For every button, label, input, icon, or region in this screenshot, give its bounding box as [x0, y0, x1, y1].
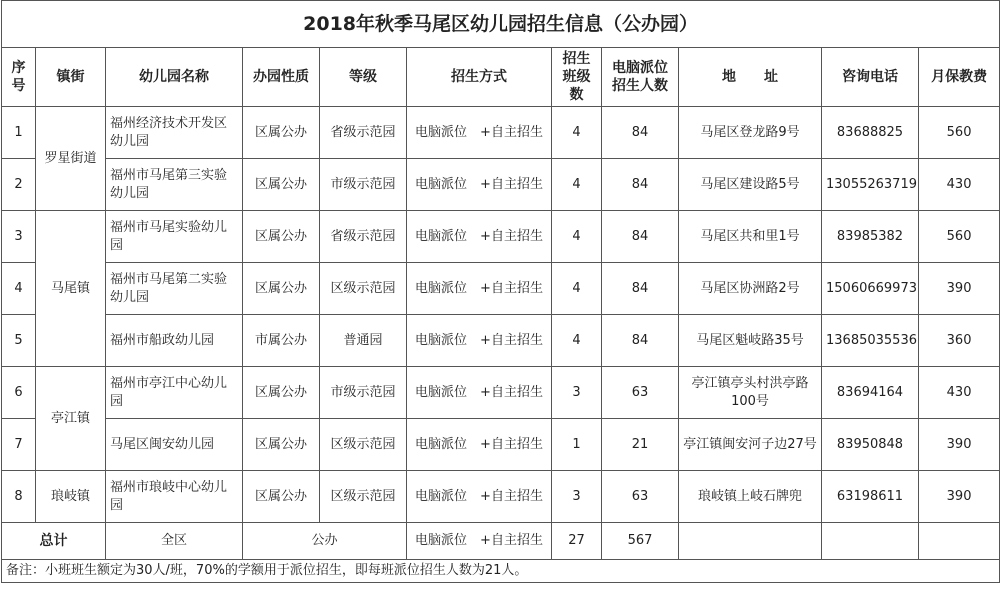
header-phone: 咨询电话: [822, 48, 919, 107]
total-area: 全区: [106, 523, 243, 560]
cell-seq: 5: [2, 315, 36, 367]
cell-level: 省级示范园: [320, 107, 407, 159]
cell-town: 琅岐镇: [36, 471, 106, 523]
cell-assigned: 63: [602, 471, 679, 523]
cell-phone: 15060669973: [822, 263, 919, 315]
cell-name: 福州市马尾第二实验幼儿园: [106, 263, 243, 315]
cell-seq: 1: [2, 107, 36, 159]
cell-address: 马尾区共和里1号: [679, 211, 822, 263]
cell-fee: 430: [919, 367, 1000, 419]
total-empty-fee: [919, 523, 1000, 560]
header-classes: 招生班级数: [552, 48, 602, 107]
cell-name: 福州市马尾实验幼儿园: [106, 211, 243, 263]
header-fee: 月保教费: [919, 48, 1000, 107]
header-nature: 办园性质: [243, 48, 320, 107]
cell-town: 马尾镇: [36, 211, 106, 367]
header-row: [2, 48, 1000, 107]
cell-nature: 市属公办: [243, 315, 320, 367]
table-title: 2018年秋季马尾区幼儿园招生信息（公办园）: [2, 1, 1000, 48]
cell-level: 普通园: [320, 315, 407, 367]
cell-town: 罗星街道: [36, 107, 106, 211]
cell-fee: 390: [919, 419, 1000, 471]
cell-phone: 83950848: [822, 419, 919, 471]
cell-classes: 4: [552, 315, 602, 367]
cell-address: 亭江镇闽安河子边27号: [679, 419, 822, 471]
cell-address: 马尾区登龙路9号: [679, 107, 822, 159]
cell-fee: 390: [919, 471, 1000, 523]
cell-level: 区级示范园: [320, 471, 407, 523]
header-method: 招生方式: [407, 48, 552, 107]
cell-classes: 4: [552, 263, 602, 315]
total-row: [2, 523, 1000, 560]
cell-address: 亭江镇亭头村洪亭路100号: [679, 367, 822, 419]
cell-level: 市级示范园: [320, 367, 407, 419]
cell-name: 福州市马尾第三实验幼儿园: [106, 159, 243, 211]
cell-method: 电脑派位 +自主招生: [407, 471, 552, 523]
cell-method: 电脑派位 +自主招生: [407, 107, 552, 159]
cell-name: 马尾区闽安幼儿园: [106, 419, 243, 471]
cell-fee: 560: [919, 107, 1000, 159]
cell-name: 福州市船政幼儿园: [106, 315, 243, 367]
cell-phone: 13055263719: [822, 159, 919, 211]
cell-classes: 3: [552, 471, 602, 523]
cell-method: 电脑派位 +自主招生: [407, 419, 552, 471]
cell-fee: 560: [919, 211, 1000, 263]
cell-seq: 7: [2, 419, 36, 471]
cell-nature: 区属公办: [243, 159, 320, 211]
cell-classes: 4: [552, 211, 602, 263]
total-empty-phone: [822, 523, 919, 560]
cell-town: 亭江镇: [36, 367, 106, 471]
cell-seq: 6: [2, 367, 36, 419]
cell-classes: 4: [552, 107, 602, 159]
cell-nature: 区属公办: [243, 419, 320, 471]
cell-phone: 83694164: [822, 367, 919, 419]
cell-level: 市级示范园: [320, 159, 407, 211]
cell-nature: 区属公办: [243, 107, 320, 159]
cell-seq: 3: [2, 211, 36, 263]
cell-level: 省级示范园: [320, 211, 407, 263]
table-row: [2, 107, 1000, 159]
cell-assigned: 84: [602, 211, 679, 263]
cell-seq: 4: [2, 263, 36, 315]
cell-phone: 83985382: [822, 211, 919, 263]
cell-address: 马尾区协洲路2号: [679, 263, 822, 315]
footnote: 备注：小班班生额定为30人/班，70%的学额用于派位招生，即每班派位招生人数为21人。: [2, 560, 1000, 583]
header-town: 镇街: [36, 48, 106, 107]
cell-assigned: 84: [602, 315, 679, 367]
cell-level: 区级示范园: [320, 419, 407, 471]
total-nature: 公办: [243, 523, 407, 560]
note-row: [2, 560, 1000, 583]
table-row: [2, 367, 1000, 419]
cell-classes: 1: [552, 419, 602, 471]
cell-fee: 430: [919, 159, 1000, 211]
total-empty-address: [679, 523, 822, 560]
cell-name: 福州市琅岐中心幼儿园: [106, 471, 243, 523]
cell-classes: 4: [552, 159, 602, 211]
table-row: [2, 471, 1000, 523]
cell-address: 马尾区魁岐路35号: [679, 315, 822, 367]
cell-method: 电脑派位 +自主招生: [407, 367, 552, 419]
cell-assigned: 63: [602, 367, 679, 419]
header-assigned: 电脑派位招生人数: [602, 48, 679, 107]
cell-method: 电脑派位 +自主招生: [407, 263, 552, 315]
cell-nature: 区属公办: [243, 263, 320, 315]
cell-name: 福州经济技术开发区幼儿园: [106, 107, 243, 159]
cell-assigned: 84: [602, 159, 679, 211]
cell-address: 琅岐镇上岐石牌兜: [679, 471, 822, 523]
header-seq: 序号: [2, 48, 36, 107]
header-address: 地 址: [679, 48, 822, 107]
total-classes: 27: [552, 523, 602, 560]
cell-nature: 区属公办: [243, 471, 320, 523]
table-row: [2, 211, 1000, 263]
cell-method: 电脑派位 +自主招生: [407, 315, 552, 367]
cell-method: 电脑派位 +自主招生: [407, 211, 552, 263]
total-method: 电脑派位 +自主招生: [407, 523, 552, 560]
enrollment-table: [1, 0, 1000, 583]
total-assigned: 567: [602, 523, 679, 560]
cell-assigned: 84: [602, 107, 679, 159]
cell-phone: 83688825: [822, 107, 919, 159]
cell-seq: 8: [2, 471, 36, 523]
header-level: 等级: [320, 48, 407, 107]
header-name: 幼儿园名称: [106, 48, 243, 107]
cell-assigned: 84: [602, 263, 679, 315]
cell-phone: 13685035536: [822, 315, 919, 367]
table-row: [2, 419, 1000, 471]
total-label: 总计: [2, 523, 106, 560]
cell-method: 电脑派位 +自主招生: [407, 159, 552, 211]
cell-fee: 360: [919, 315, 1000, 367]
cell-seq: 2: [2, 159, 36, 211]
cell-phone: 63198611: [822, 471, 919, 523]
cell-nature: 区属公办: [243, 211, 320, 263]
table-row: [2, 263, 1000, 315]
table-row: [2, 159, 1000, 211]
cell-classes: 3: [552, 367, 602, 419]
cell-fee: 390: [919, 263, 1000, 315]
cell-address: 马尾区建设路5号: [679, 159, 822, 211]
cell-level: 区级示范园: [320, 263, 407, 315]
table-row: [2, 315, 1000, 367]
cell-name: 福州市亭江中心幼儿园: [106, 367, 243, 419]
cell-nature: 区属公办: [243, 367, 320, 419]
cell-assigned: 21: [602, 419, 679, 471]
